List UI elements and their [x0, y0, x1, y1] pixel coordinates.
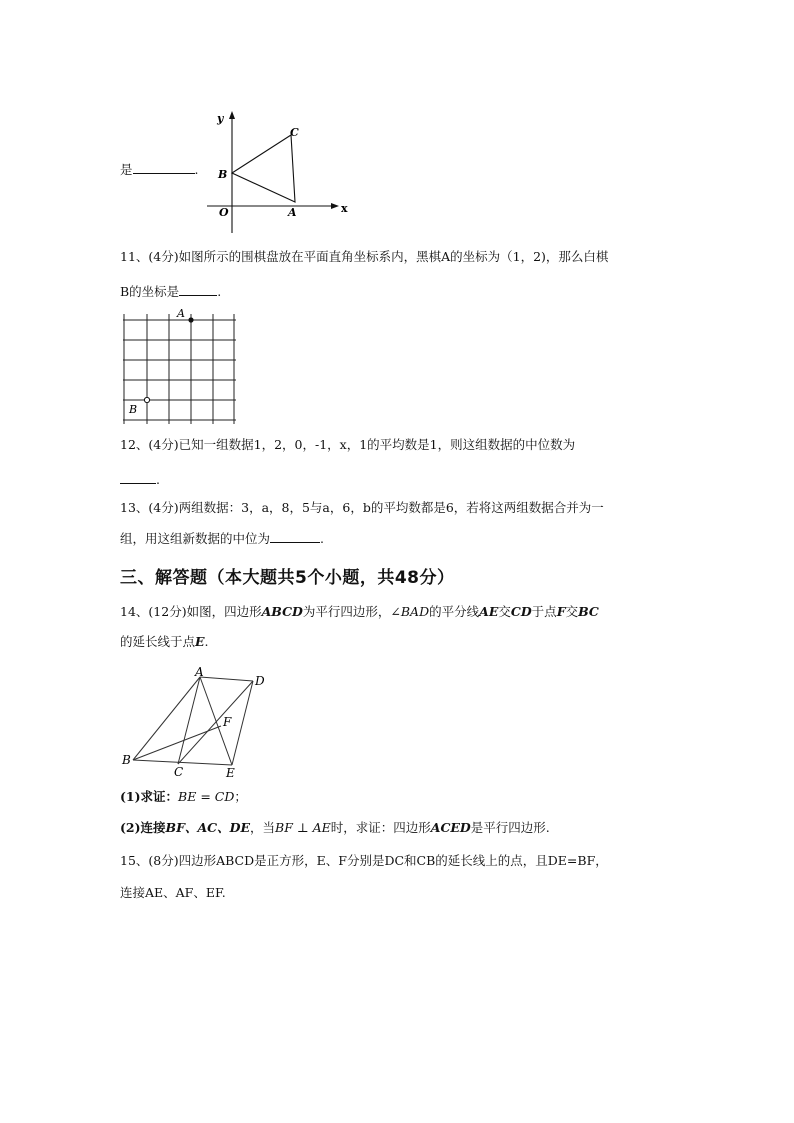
q15-line-2: 连接AE、AF、EF. — [120, 885, 226, 900]
label-stone-a: A — [177, 307, 185, 320]
q14-math-angle-bad: ∠BAD — [390, 604, 430, 619]
q10-answer-blank[interactable] — [133, 161, 195, 174]
q14-text-c: 为平行四边形， — [302, 604, 391, 619]
q14-part2-label: (2)连接 — [120, 820, 166, 835]
q14-text-i: 于点 — [531, 604, 557, 619]
q14-math-abcd: ABCD — [261, 604, 303, 619]
q14-part2-segments: BF、AC、DE — [165, 820, 250, 835]
q15-line-1: 15、(8分)四边形ABCD是正方形，E、F分别是DC和CB的延长线上的点，且DE=BF， — [120, 853, 608, 868]
label-stone-b: B — [129, 403, 138, 416]
q11-go-board-figure — [118, 306, 240, 424]
q13-line-2 — [120, 530, 324, 547]
segment-dc — [178, 681, 253, 764]
label-b: B — [122, 753, 131, 767]
q10-end-dot: . — [194, 162, 199, 177]
q14-text-g: 交 — [498, 604, 511, 619]
q11-line-1: 11、(4分)如图所示的围棋盘放在平面直角坐标系内，黑棋A的坐标为（1，2)，那么白棋 — [120, 249, 609, 264]
q10-tail-text: 是 — [120, 162, 133, 177]
x-axis-arrow-icon — [331, 203, 339, 209]
label-point-a: A — [288, 206, 297, 219]
segment-de — [232, 681, 253, 765]
q14-text-a: 14、(12分)如图，四边形 — [120, 604, 262, 619]
q14-math-cd: CD — [510, 604, 532, 619]
q14-part1-end: ； — [234, 789, 247, 804]
label-origin: O — [219, 206, 229, 219]
q13-line-1: 13、(4分)两组数据：3，a，8，5与a，6，b的平均数都是6，若将这两组数据合并为一 — [120, 500, 604, 515]
q12-answer-blank[interactable] — [120, 471, 156, 484]
q14-parallelogram-figure — [120, 665, 280, 783]
q12-line-1: 12、(4分)已知一组数据1，2，0，-1，x，1的平均数是1，则这组数据的中位数为 — [120, 437, 576, 452]
q14-math-f: F — [556, 604, 566, 619]
q14-line-1 — [120, 604, 599, 620]
q14-part1-label: (1)求证： — [120, 789, 179, 804]
q14-part-1 — [120, 789, 247, 805]
q12-line-2 — [120, 471, 160, 488]
black-stone-a — [188, 317, 193, 322]
label-e: E — [226, 766, 235, 780]
q13-prefix: 组，用这组新数据的中位为 — [120, 531, 271, 546]
go-board-grid — [123, 314, 236, 424]
q14-part2-aced: ACED — [430, 820, 471, 835]
q11-suffix: . — [217, 284, 222, 299]
segment-ad — [200, 677, 253, 681]
label-point-b: B — [218, 168, 228, 181]
y-axis-arrow-icon — [229, 111, 235, 119]
q10-coordinate-figure — [205, 108, 355, 236]
q14-text-e: 的平分线 — [429, 604, 480, 619]
label-d: D — [255, 674, 265, 688]
label-a: A — [195, 665, 204, 679]
q14-part2-end: 是平行四边形. — [470, 820, 550, 835]
q14-math-bc: BC — [578, 604, 599, 619]
q12-suffix: . — [156, 472, 160, 487]
q14-line-2 — [120, 634, 209, 650]
label-y-axis: y — [217, 112, 224, 125]
q14-part2-when: ，当 — [250, 820, 276, 835]
q11-prefix: B的坐标是 — [120, 284, 180, 299]
q14-part1-math: BE = CD — [178, 789, 235, 804]
q14-text-k: 交 — [565, 604, 579, 619]
q14-text-extension: 的延长线于点 — [120, 634, 196, 649]
triangle-abc — [232, 135, 295, 202]
q11-line-2 — [120, 283, 221, 300]
label-f: F — [223, 715, 232, 729]
white-stone-b — [144, 397, 149, 402]
label-x-axis: x — [341, 202, 348, 215]
q14-part2-perp: BF ⊥ AE — [275, 820, 331, 835]
q13-suffix: . — [320, 531, 324, 546]
q14-text-dot: . — [204, 634, 209, 649]
q13-answer-blank[interactable] — [270, 530, 320, 543]
label-point-c: C — [290, 126, 299, 139]
q14-math-ae: AE — [479, 604, 499, 619]
q14-part-2 — [120, 820, 550, 836]
q10-answer-line — [120, 161, 199, 178]
q11-answer-blank[interactable] — [179, 283, 217, 296]
label-c: C — [174, 765, 184, 779]
q14-part2-prove: 时，求证：四边形 — [330, 820, 431, 835]
q14-math-e: E — [195, 634, 205, 649]
section-heading: 三、解答题（本大题共5个小题，共48分） — [120, 568, 455, 588]
